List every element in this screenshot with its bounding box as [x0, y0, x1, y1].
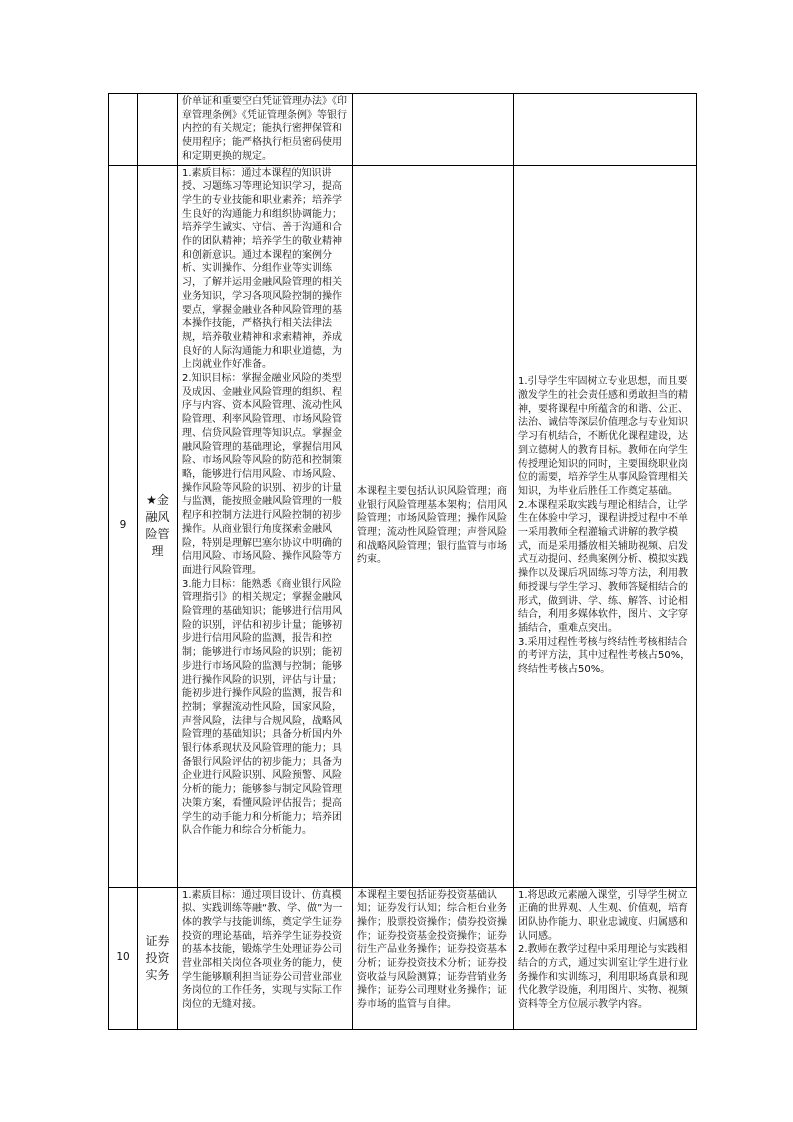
course-content: [353, 94, 514, 166]
objective-paragraph: 价单证和重要空白凭证管理办法》《印章管理条例》《凭证管理条例》等银行内控的有关规定；能执行密押保管和使用程序；能严格执行柜员密码使用和定期更换的规定。: [182, 96, 347, 162]
objective-paragraph: 3.能力目标：能熟悉《商业银行风险管理指引》的相关规定；掌握金融风险管理的基础知识；能够进行信用风险的识别，评估和初步计量；能够初步进行信用风险的监测，报告和控制；能够进行市场风险的识别；能初步进行市场风险的监测与控制；能够进行操作风险的识别，评估与计量；能初步进行操作风险的监测，报告和控制；掌握流动性风险，国家风险，声誉风险，法律与合规风险，战略风险管理的基础知识；具备分析国内外银行体系现状及风险管理的能力；具备银行风险评估的初步能力；具备为企业进行风险识别、风险预警、风险分析的能力；能够参与制定风险管理决策方案，看懂风险评估报告；提高学生的动手能力和分析能力；培养团队合作能力和综合分析能力。: [182, 578, 342, 837]
objective-paragraph: 1.素质目标：通过项目设计、仿真模拟、实践训练等融“教、学、做”为一体的教学与技能训练，奠定学生证券投资的理论基础，培养学生证券投资的基本技能，锻炼学生处理证券公司营业部相关岗位各项业务的能力，使学生能够顺利担当证券公司营业部业务岗位的工作任务，实现与实际工作岗位的无缝对接。: [182, 889, 343, 1011]
course-objectives: [178, 887, 353, 1029]
requirement-paragraph: 1.引导学生牢固树立专业思想，而且要激发学生的社会责任感和勇敢担当的精神，要将课程中所蕴含的和谐、公正、法治、诚信等深层价值理念与专业知识学习有机结合，不断优化课程建设，达到立德树人的教育目标。教师在向学生传授理论知识的同时，主要围绕职业岗位的需要，培养学生从事风险管理相关知识，为毕业后胜任工作奠定基础。: [518, 376, 688, 497]
requirement-paragraph: 2.本课程采取实践与理论相结合，让学生在体验中学习，课程讲授过程中不单一采用教师全程灌输式讲解的教学模式，而是采用播放相关辅助视频、启发式互动提问、经典案例分析、模拟实践操作以及课后巩固练习等方法，利用教师授课与学生学习、教师答疑相结合的形式，做到讲、学、练、解答、讨论相结合，利用多媒体软件，图片、文字穿插结合，重难点突出。: [518, 499, 688, 634]
course-table: [108, 93, 697, 1030]
course-number: [109, 94, 138, 166]
requirement-paragraph: 3.采用过程性考核与终结性考核相结合的考评方法，其中过程性考核占50%，终结性考核占50%。: [518, 636, 691, 676]
course-number: 9: [109, 165, 138, 887]
table-row: [109, 94, 697, 166]
course-name: ★金融风险管理: [138, 165, 178, 887]
objective-paragraph: 2.知识目标：掌握金融业风险的类型及成因、金融业风险管理的组织、程序与内容、资本风险管理、流动性风险管理、利率风险管理、市场风险管理、信贷风险管理等知识点。掌握金融风险管理的基础理论，掌握信用风险、市场风险等风险的防范和控制策略，能够进行信用风险、市场风险、操作风险等风险的识别、初步的计量与监测，能按照金融风险管理的一般程序和控制方法进行风险控制的初步操作。从商业银行角度探索金融风险，特别是理解巴塞尔协议中明确的信用风险、市场风险、操作风险等方面进行风险管理。: [182, 373, 342, 576]
teaching-requirements: [514, 887, 697, 1029]
course-objectives: [178, 165, 353, 887]
table-row: [109, 887, 697, 1029]
teaching-requirements: [514, 165, 697, 887]
table-row: [109, 165, 697, 887]
course-objectives: [178, 94, 353, 166]
course-number: 10: [109, 887, 138, 1029]
course-content: 本课程主要包括认识风险管理；商业银行风险管理基本架构；信用风险管理；市场风险管理；操作风险管理；流动性风险管理；声誉风险和战略风险管理；银行监管与市场约束。: [353, 165, 514, 887]
requirement-paragraph: 1.将思政元素融入课堂，引导学生树立正确的世界观、人生观、价值观，培育团队协作能力、职业忠诚度、归属感和认同感。: [518, 889, 688, 942]
course-name: 证券投资实务: [138, 887, 178, 1029]
course-name: [138, 94, 178, 166]
requirement-paragraph: 2.教师在教学过程中采用理论与实践相结合的方式，通过实训室让学生进行业务操作和实训练习，利用职场真景和现代化教学设施，利用图片、实物、视频资料等全方位展示教学内容。: [518, 944, 688, 1011]
course-content: 本课程主要包括证券投资基础认知；证券发行认知；综合柜台业务操作；股票投资操作；债券投资操作；证券投资基金投资操作；证券衍生产品业务操作；证券投资基本分析；证券投资技术分析；证券投资收益与风险测算；证券营销业务操作；证券公司理财业务操作；证券市场的监管与自律。: [353, 887, 514, 1029]
teaching-requirements: [514, 94, 697, 166]
objective-paragraph: 1.素质目标：通过本课程的知识讲授、习题练习等理论知识学习，提高学生的专业技能和职业素养；培养学生良好的沟通能力和组织协调能力；培养学生诚实、守信、善于沟通和合作的团队精神；培养学生的敬业精神和创新意识。通过本课程的案例分析、实训操作、分组作业等实训练习，了解并运用金融风险管理的相关业务知识，学习各项风险控制的操作要点，掌握金融业各种风险管理的基本操作技能，严格执行相关法律法规，培养敬业精神和求索精神，养成良好的人际沟通能力和职业道德，为上岗就业作好准备。: [182, 167, 342, 371]
